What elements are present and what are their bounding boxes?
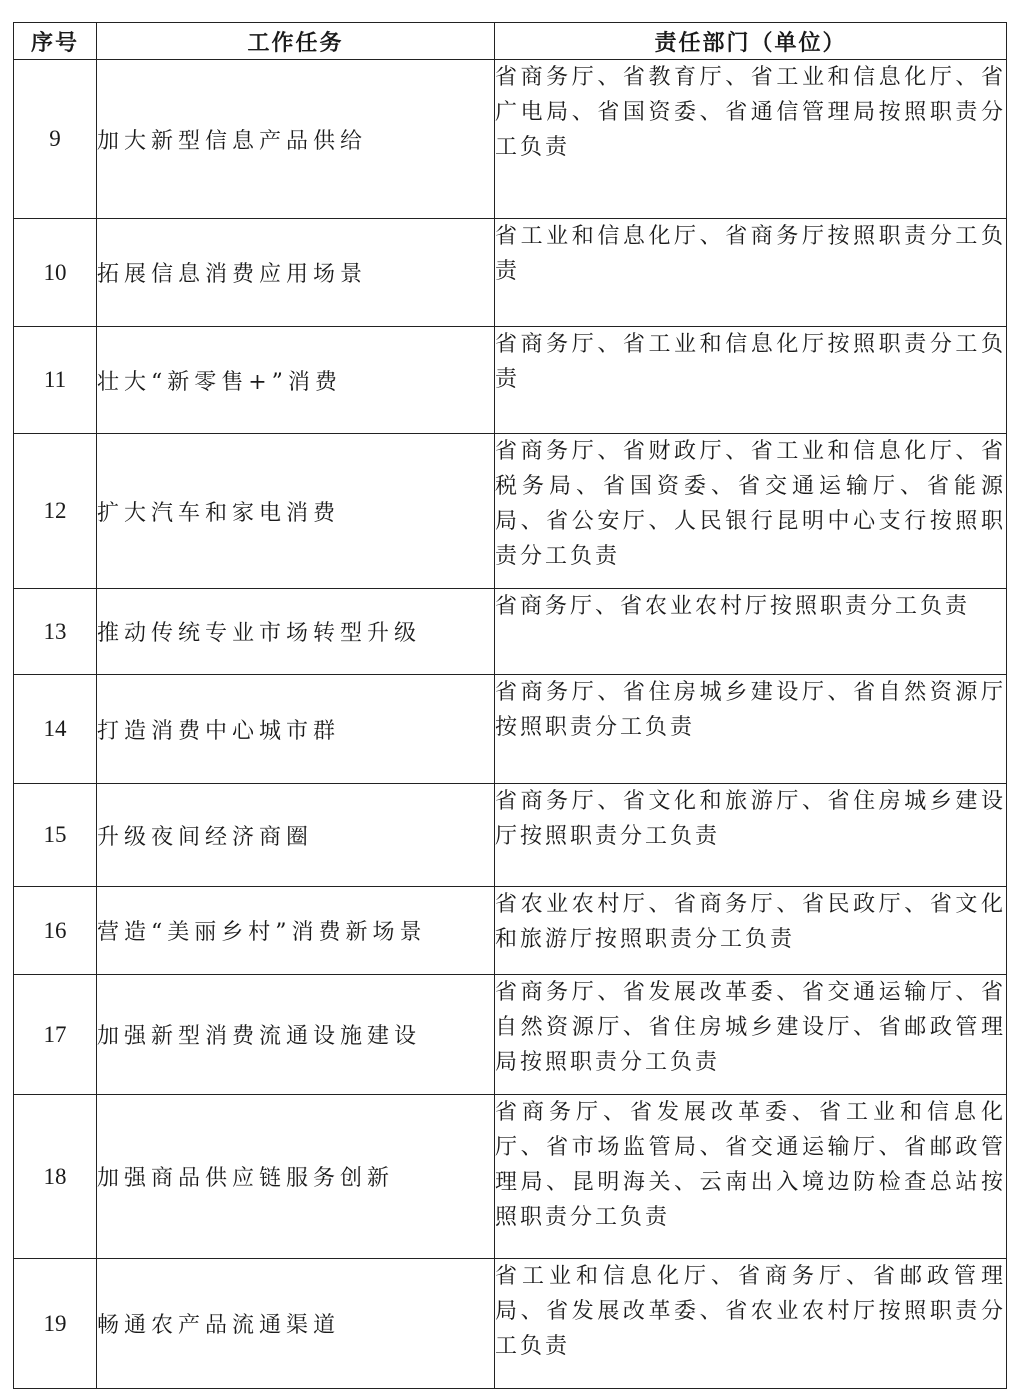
row-task: 打造消费中心城市群 <box>97 675 495 784</box>
row-department: 省商务厅、省发展改革委、省工业和信息化厅、省市场监管局、省交通运输厅、省邮政管理局、昆明海关、云南出入境边防检查总站按照职责分工负责 <box>495 1095 1007 1259</box>
row-department: 省商务厅、省财政厅、省工业和信息化厅、省税务局、省国资委、省交通运输厅、省能源局、省公安厅、人民银行昆明中心支行按照职责分工负责 <box>495 434 1007 589</box>
table-row <box>14 434 1007 589</box>
table-row <box>14 589 1007 675</box>
table-row <box>14 327 1007 434</box>
table-row <box>14 975 1007 1095</box>
row-department: 省商务厅、省发展改革委、省交通运输厅、省自然资源厅、省住房城乡建设厅、省邮政管理局按照职责分工负责 <box>495 975 1007 1095</box>
row-department: 省商务厅、省农业农村厅按照职责分工负责 <box>495 589 1007 675</box>
row-number: 18 <box>14 1095 97 1259</box>
row-department: 省商务厅、省教育厅、省工业和信息化厅、省广电局、省国资委、省通信管理局按照职责分工负责 <box>495 60 1007 219</box>
row-number: 17 <box>14 975 97 1095</box>
row-task: 加强商品供应链服务创新 <box>97 1095 495 1259</box>
table-header-row <box>14 23 1007 60</box>
row-task: 加强新型消费流通设施建设 <box>97 975 495 1095</box>
row-task: 营造“美丽乡村”消费新场景 <box>97 887 495 975</box>
table-row <box>14 1259 1007 1389</box>
table-row <box>14 1095 1007 1259</box>
row-department: 省商务厅、省工业和信息化厅按照职责分工负责 <box>495 327 1007 434</box>
table-row <box>14 60 1007 219</box>
row-number: 10 <box>14 219 97 327</box>
row-number: 12 <box>14 434 97 589</box>
row-task: 壮大“新零售+”消费 <box>97 327 495 434</box>
header-work-task: 工作任务 <box>97 23 495 60</box>
row-number: 9 <box>14 60 97 219</box>
row-number: 19 <box>14 1259 97 1389</box>
row-number: 16 <box>14 887 97 975</box>
table-row <box>14 887 1007 975</box>
task-responsibility-table <box>13 22 1007 1389</box>
row-number: 11 <box>14 327 97 434</box>
row-task: 推动传统专业市场转型升级 <box>97 589 495 675</box>
table-row <box>14 675 1007 784</box>
row-department: 省商务厅、省住房城乡建设厅、省自然资源厅按照职责分工负责 <box>495 675 1007 784</box>
row-task: 拓展信息消费应用场景 <box>97 219 495 327</box>
row-task: 畅通农产品流通渠道 <box>97 1259 495 1389</box>
header-serial-number: 序号 <box>14 23 97 60</box>
row-task: 升级夜间经济商圈 <box>97 784 495 887</box>
row-task: 加大新型信息产品供给 <box>97 60 495 219</box>
table-row <box>14 784 1007 887</box>
row-task: 扩大汽车和家电消费 <box>97 434 495 589</box>
row-number: 14 <box>14 675 97 784</box>
header-responsible-department: 责任部门（单位） <box>495 23 1007 60</box>
row-number: 15 <box>14 784 97 887</box>
row-department: 省工业和信息化厅、省商务厅、省邮政管理局、省发展改革委、省农业农村厅按照职责分工负责 <box>495 1259 1007 1389</box>
row-department: 省工业和信息化厅、省商务厅按照职责分工负责 <box>495 219 1007 327</box>
row-department: 省农业农村厅、省商务厅、省民政厅、省文化和旅游厅按照职责分工负责 <box>495 887 1007 975</box>
table-row <box>14 219 1007 327</box>
row-number: 13 <box>14 589 97 675</box>
row-department: 省商务厅、省文化和旅游厅、省住房城乡建设厅按照职责分工负责 <box>495 784 1007 887</box>
